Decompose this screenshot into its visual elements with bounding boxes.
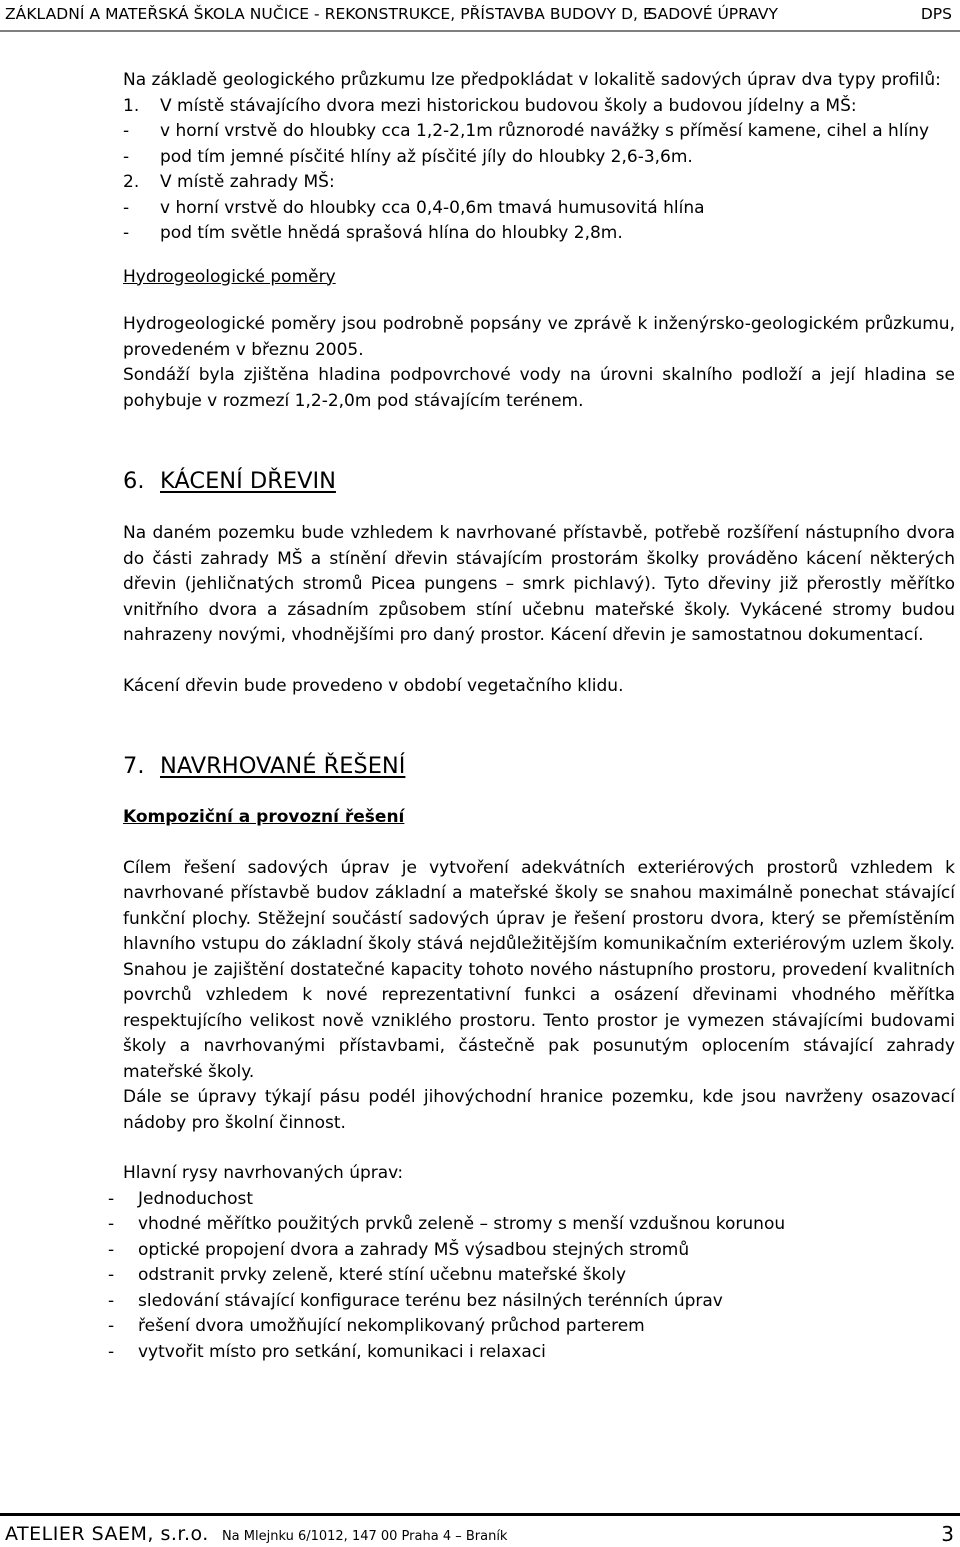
section-6-number: 6. — [123, 468, 145, 494]
geology-intro: Na základě geologického průzkumu lze předpokládat v lokalitě sadových úprav dva typy profilů: — [123, 70, 941, 90]
section-7-paragraph-1: Cílem řešení sadových úprav je vytvoření adekvátních exteriérových prostorů vzhledem k navrhované přístavbě budov základní a mateřské školy se snahou maximálně ponechat stávající funkční plochy. Stěžejní součástí sadových úprav je řešení prostoru dvora, který se přemístěním hlavního vstupu do základní školy stává nejdůležitějším komunikačním exteriérovým uzlem školy. Snahou je zajištění dostatečné kapacity tohoto nového nástupního prostoru, provedení kvalitních povrchů vzhledem k nové reprezentativní funkci a osázení dřevinami vhodného měřítka respektujícího velikost nově vzniklého prostoru. Tento prostor je vymezen stávajícími budovami školy a navrhovanými přístavbami, částečně pak posunutým oplocením stávající zahrady mateřské školy. — [123, 857, 955, 1082]
list-item — [108, 1238, 955, 1264]
section-6-heading — [123, 466, 955, 496]
list-item-text: Jednoduchost — [138, 1188, 254, 1209]
list-item-text: vytvořit místo pro setkání, komunikaci i relaxaci — [138, 1341, 546, 1362]
profile-2-item-b-text: pod tím světle hnědá sprašová hlína do hloubky 2,8m. — [160, 223, 623, 243]
hydro-paragraph-2: Sondáží byla zjištěna hladina podpovrchové vody na úrovni skalního podloží a její hladina se pohybuje v rozmezí 1,2-2,0m pod stávajícím terénem. — [123, 365, 955, 411]
section-7-number: 7. — [123, 753, 145, 779]
list-item — [108, 1212, 955, 1238]
list-item-text: odstranit prvky zeleně, které stíní učebnu mateřské školy — [138, 1265, 627, 1285]
header-divider — [0, 30, 960, 32]
list-item-text: sledování stávající konfigurace terénu bez násilných terénních úprav — [138, 1290, 723, 1311]
dash-marker: - — [123, 223, 130, 243]
list-item — [108, 1340, 955, 1366]
hydro-paragraph-1: Hydrogeologické poměry jsou podrobně popsány ve zprávě k inženýrsko-geologickém průzkumu, provedeném v březnu 2005. — [123, 314, 955, 360]
header-right — [648, 5, 952, 23]
header-doc-tag: DPS — [920, 5, 952, 23]
profile-2-item-a — [123, 196, 955, 222]
page-header — [0, 0, 960, 34]
section-7-subheading: Kompoziční a provozní řešení — [123, 807, 405, 827]
profile-1-item-b — [123, 145, 955, 171]
profile-1-item-a — [123, 119, 955, 145]
footer-address: Na Mlejnku 6/1012, 147 00 Praha 4 – Braník — [221, 1529, 508, 1544]
list-item-text: vhodné měřítko použitých prvků zeleně – stromy s menší vzdušnou korunou — [138, 1214, 786, 1234]
footer-company: ATELIER SAEM, s.r.o. — [5, 1523, 209, 1545]
header-section-name: SADOVÉ ÚPRAVY — [647, 5, 778, 23]
list-item — [108, 1263, 955, 1289]
profile-2-text: V místě zahrady MŠ: — [160, 172, 335, 192]
section-6-paragraph-2: Kácení dřevin bude provedeno v období vegetačního klidu. — [123, 675, 624, 696]
geology-profile-1 — [123, 94, 955, 120]
footer-divider — [0, 1513, 960, 1516]
features-list-title: Hlavní rysy navrhovaných úprav: — [123, 1163, 404, 1183]
page-number: 3 — [941, 1522, 954, 1546]
dash-marker: - — [123, 146, 130, 167]
list-item — [108, 1289, 955, 1315]
list-item — [108, 1187, 955, 1213]
dash-marker: - — [108, 1239, 115, 1260]
list-number: 2. — [123, 172, 140, 192]
section-7-paragraph-2: Dále se úpravy týkají pásu podél jihovýchodní hranice pozemku, kde jsou navrženy osazovací nádoby pro školní činnost. — [123, 1087, 955, 1133]
profile-2-item-b — [123, 221, 955, 247]
section-6-title: KÁCENÍ DŘEVIN — [160, 468, 336, 494]
dash-marker: - — [108, 1214, 115, 1234]
profile-1-text: V místě stávajícího dvora mezi historickou budovou školy a budovou jídelny a MŠ: — [160, 95, 857, 116]
header-project-title: ZÁKLADNÍ A MATEŘSKÁ ŠKOLA NUČICE - REKONSTRUKCE, PŘÍSTAVBA BUDOVY D, E — [5, 5, 653, 23]
list-item-text: řešení dvora umožňující nekomplikovaný průchod parterem — [138, 1316, 645, 1336]
list-number: 1. — [123, 95, 140, 116]
page-footer — [5, 1523, 507, 1545]
features-list — [108, 1187, 955, 1366]
section-6-paragraph-1: Na daném pozemku bude vzhledem k navrhované přístavbě, potřebě rozšíření nástupního dvora do části zahrady MŠ a stínění dřevin stávajícím prostorám školky prováděno kácení některých dřevin (jehličnatých stromů Picea pungens – smrk pichlavý). Tyto dřeviny již přerostly měřítko vnitřního dvora a zásadním způsobem stíní učebnu mateřské školy. Vykácené stromy budou nahrazeny novými, vhodnějšími pro daný prostor. Kácení dřevin je samostatnou dokumentací. — [123, 523, 955, 645]
section-7-title: NAVRHOVANÉ ŘEŠENÍ — [160, 753, 406, 779]
profile-1-item-a-text: v horní vrstvě do hloubky cca 1,2-2,1m různorodé navážky s příměsí kamene, cihel a hlíny — [160, 121, 930, 141]
list-item — [108, 1314, 955, 1340]
document-body — [108, 68, 955, 1365]
dash-marker: - — [108, 1341, 115, 1362]
profile-2-item-a-text: v horní vrstvě do hloubky cca 0,4-0,6m tmavá humusovitá hlína — [160, 197, 705, 218]
hydro-heading: Hydrogeologické poměry — [123, 266, 336, 287]
dash-marker: - — [108, 1290, 115, 1311]
geology-profile-2 — [123, 170, 955, 196]
dash-marker: - — [108, 1265, 115, 1285]
dash-marker: - — [123, 197, 130, 218]
section-7-heading — [123, 751, 955, 781]
list-item-text: optické propojení dvora a zahrady MŠ výsadbou stejných stromů — [138, 1239, 690, 1260]
dash-marker: - — [108, 1188, 115, 1209]
dash-marker: - — [108, 1316, 115, 1336]
profile-1-item-b-text: pod tím jemné písčité hlíny až písčité jíly do hloubky 2,6-3,6m. — [160, 146, 693, 167]
dash-marker: - — [123, 121, 130, 141]
